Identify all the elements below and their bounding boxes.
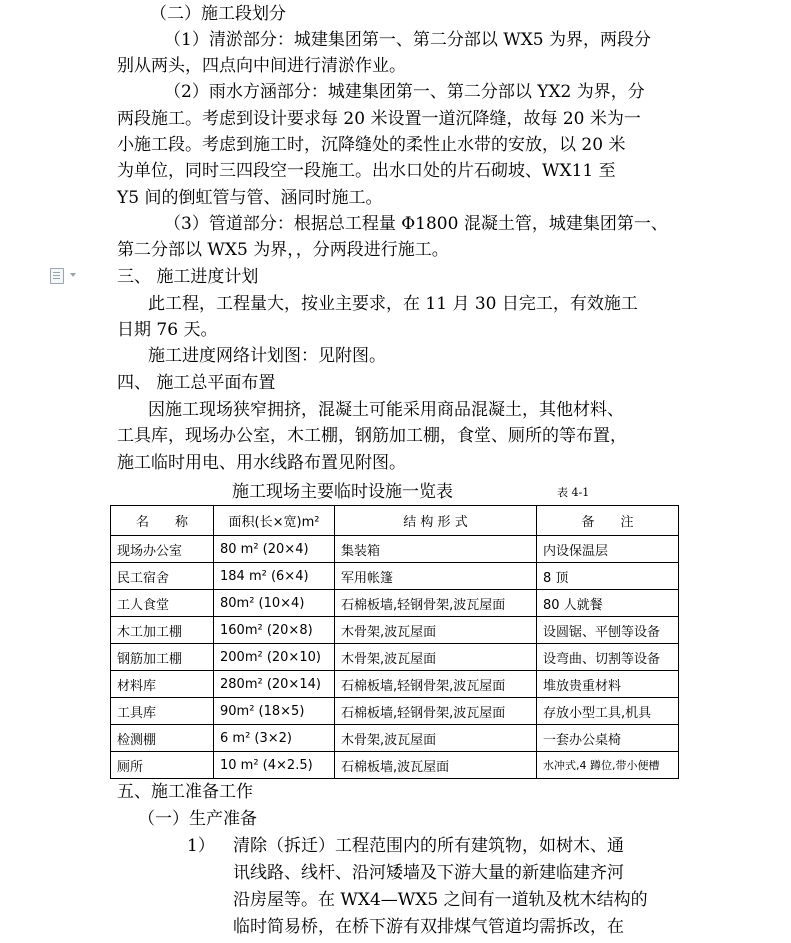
document-icon[interactable] [50,268,64,284]
chevron-down-icon[interactable] [70,273,76,277]
table-cell: 6 m² (3×2) [214,725,335,752]
paragraph-line: （3）管道部分：根据总工程量 Φ1800 混凝土管，城建集团第一、 [164,214,668,234]
paragraph-line: 施工进度网络计划图：见附图。 [148,346,386,366]
table-row [111,725,679,752]
table-row [111,644,679,671]
paragraph-line: 为单位，同时三四段空一段施工。出水口处的片石砌坡、WX11 至 [117,161,616,181]
table-cell: 8 顶 [537,563,679,590]
table-cell: 军用帐篷 [335,563,537,590]
table-cell: 水冲式,4 蹲位,带小便槽 [537,752,679,779]
paragraph-line: 别从两头，四点向中间进行清淤作业。 [117,56,406,76]
section-heading-2: （二）施工段划分 [150,4,286,24]
table-cell: 石棉板墙,轻钢骨架,波瓦屋面 [335,698,537,725]
paragraph-line: 施工临时用电、用水线路布置见附图。 [117,453,406,473]
table-cell: 民工宿舍 [111,563,214,590]
table-row [111,590,679,617]
table-row [111,563,679,590]
table-cell: 一套办公桌椅 [537,725,679,752]
table-cell: 内设保温层 [537,536,679,563]
table-cell: 10 m² (4×2.5) [214,752,335,779]
table-cell: 石棉板墙,波瓦屋面 [335,752,537,779]
paragraph-line: （2）雨水方涵部分：城建集团第一、第二分部以 YX2 为界，分 [164,82,645,102]
paragraph-line: 因施工现场狭窄拥挤，混凝土可能采用商品混凝土，其他材料、 [148,400,624,420]
column-header: 名 称 [111,506,214,536]
subsection-heading: （一）生产准备 [138,809,257,829]
facilities-table [110,505,679,779]
table-cell: 80 人就餐 [537,590,679,617]
table-row [111,698,679,725]
table-row [111,536,679,563]
table-cell: 木骨架,波瓦屋面 [335,725,537,752]
paragraph-line: （1）清淤部分：城建集团第一、第二分部以 WX5 为界，两段分 [164,30,652,50]
table-number: 表 4-1 [557,486,590,499]
column-header: 备 注 [537,506,679,536]
table-cell: 钢筋加工棚 [111,644,214,671]
section-heading-4: 四、 施工总平面布置 [117,373,276,393]
table-title: 施工现场主要临时设施一览表 [232,482,453,502]
table-cell: 160m² (20×8) [214,617,335,644]
table-cell: 工具库 [111,698,214,725]
table-cell: 集装箱 [335,536,537,563]
paragraph-line: 此工程，工程量大，按业主要求，在 11 月 30 日完工，有效施工 [148,294,638,314]
paragraph-line: 临时简易桥，在桥下游有双排煤气管道均需拆改，在 [233,917,624,937]
table-cell: 200m² (20×10) [214,644,335,671]
list-item-number: 1） [187,836,215,856]
table-cell: 设弯曲、切割等设备 [537,644,679,671]
table-cell: 90m² (18×5) [214,698,335,725]
table-cell: 设圆锯、平刨等设备 [537,617,679,644]
table-cell: 石棉板墙,轻钢骨架,波瓦屋面 [335,590,537,617]
table-cell: 厕所 [111,752,214,779]
paragraph-line: 日期 76 天。 [117,320,218,340]
section-heading-3: 三、 施工进度计划 [117,267,259,287]
table-cell: 存放小型工具,机具 [537,698,679,725]
table-cell: 现场办公室 [111,536,214,563]
table-cell: 木工加工棚 [111,617,214,644]
paragraph-line: 两段施工。考虑到设计要求每 20 米设置一道沉降缝，故每 20 米为一 [117,109,641,129]
column-header: 结 构 形 式 [335,506,537,536]
table-cell: 184 m² (6×4) [214,563,335,590]
paragraph-line: 小施工段。考虑到施工时，沉降缝处的柔性止水带的安放，以 20 米 [117,135,626,155]
table-cell: 80m² (10×4) [214,590,335,617]
paragraph-line: Y5 间的倒虹管与管、涵同时施工。 [117,188,383,208]
paragraph-line: 清除（拆迁）工程范围内的所有建筑物，如树木、通 [233,836,624,856]
section-heading-5: 五、施工准备工作 [117,782,253,802]
table-header-row [111,506,679,536]
table-cell: 280m² (20×14) [214,671,335,698]
table-cell: 80 m² (20×4) [214,536,335,563]
table-cell: 检测棚 [111,725,214,752]
table-cell: 工人食堂 [111,590,214,617]
paragraph-line: 工具库，现场办公室，木工棚，钢筋加工棚，食堂、厕所的等布置， [117,426,627,446]
paragraph-line: 沿房屋等。在 WX4—WX5 之间有一道轨及枕木结构的 [233,890,648,910]
paragraph-line: 第二分部以 WX5 为界，，分两段进行施工。 [117,240,449,260]
table-cell: 堆放贵重材料 [537,671,679,698]
column-header: 面积(长×宽)m² [214,506,335,536]
table-cell: 木骨架,波瓦屋面 [335,644,537,671]
table-cell: 石棉板墙,轻钢骨架,波瓦屋面 [335,671,537,698]
table-row [111,617,679,644]
table-cell: 材料库 [111,671,214,698]
table-row [111,752,679,779]
table-row [111,671,679,698]
table-cell: 木骨架,波瓦屋面 [335,617,537,644]
paragraph-line: 讯线路、线杆、沿河矮墙及下游大量的新建临建齐河 [233,863,624,883]
